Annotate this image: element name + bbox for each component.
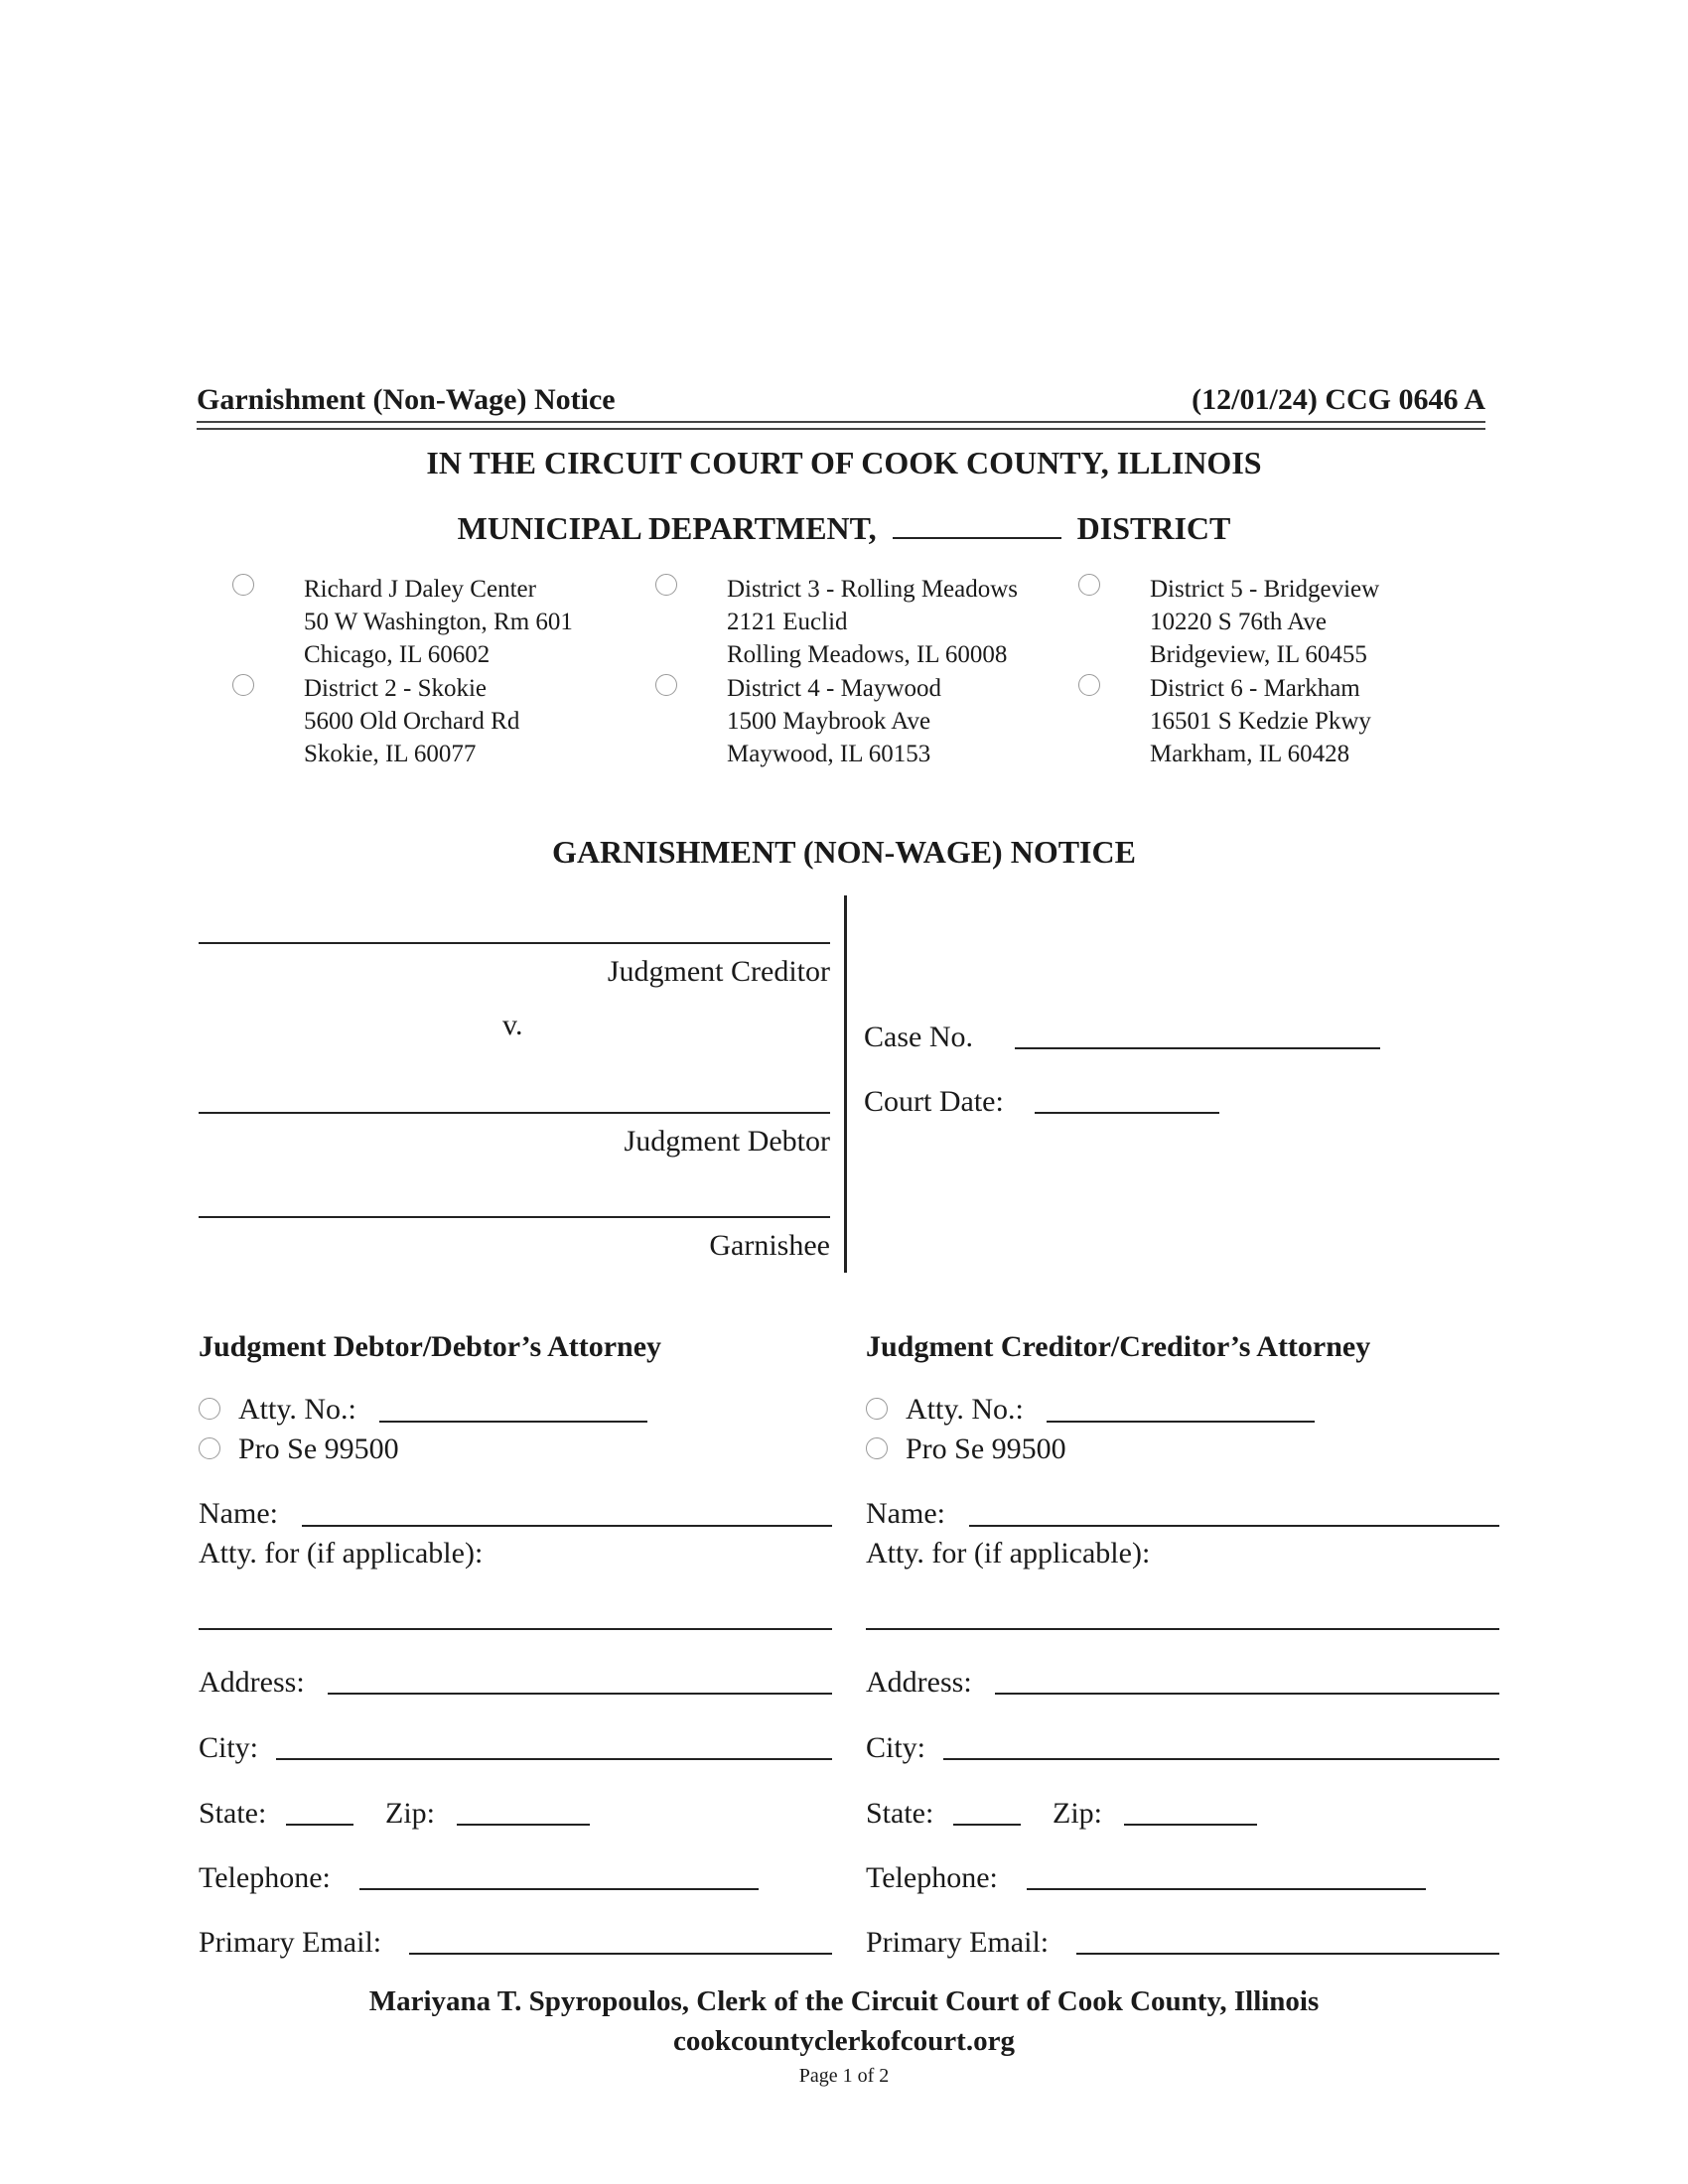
judgment-debtor-label: Judgment Debtor (624, 1125, 830, 1158)
court-title: IN THE CIRCUIT COURT OF COOK COUNTY, ILLINOIS (426, 445, 1262, 480)
garnishee-input[interactable] (199, 1216, 830, 1218)
creditor-telephone-input[interactable] (1027, 1888, 1426, 1890)
creditor-atty-for-input[interactable] (866, 1628, 1499, 1630)
case-no-label: Case No. (864, 1021, 973, 1053)
debtor-state-input[interactable] (286, 1824, 353, 1826)
debtor-pro-se-radio[interactable] (199, 1437, 220, 1459)
district-markham-address: District 6 - Markham 16501 S Kedzie Pkwy Markham, IL 60428 (1150, 675, 1371, 767)
header-rule (197, 421, 1485, 430)
district-radio-skokie[interactable] (232, 674, 254, 696)
debtor-zip-input[interactable] (457, 1824, 590, 1826)
creditor-atty-no-label: Atty. No.: (906, 1393, 1024, 1426)
creditor-pro-se-label: Pro Se 99500 (906, 1433, 1066, 1465)
footer-website[interactable]: cookcountyclerkofcourt.org (673, 2025, 1015, 2057)
debtor-state-label: State: (199, 1797, 267, 1830)
creditor-telephone-label: Telephone: (866, 1861, 998, 1894)
caption-divider (844, 895, 847, 1273)
debtor-address-label: Address: (199, 1666, 305, 1699)
district-radio-rolling-meadows[interactable] (655, 574, 677, 596)
debtor-zip-label: Zip: (385, 1797, 435, 1830)
creditor-email-label: Primary Email: (866, 1926, 1050, 1959)
creditor-state-input[interactable] (953, 1824, 1021, 1826)
creditor-attorney-heading: Judgment Creditor/Creditor’s Attorney (866, 1330, 1371, 1363)
debtor-telephone-label: Telephone: (199, 1861, 331, 1894)
district-input[interactable] (893, 511, 1061, 539)
creditor-address-input[interactable] (995, 1693, 1499, 1695)
district-bridgeview-address: District 5 - Bridgeview 10220 S 76th Ave Bridgeview, IL 60455 (1150, 576, 1380, 668)
district-daley-address: Richard J Daley Center 50 W Washington, Rm 601 Chicago, IL 60602 (304, 576, 573, 668)
debtor-atty-no-radio[interactable] (199, 1398, 220, 1420)
department-prefix: MUNICIPAL DEPARTMENT, (457, 510, 877, 546)
debtor-atty-for-input[interactable] (199, 1628, 832, 1630)
debtor-pro-se-label: Pro Se 99500 (238, 1433, 399, 1465)
district-radio-bridgeview[interactable] (1078, 574, 1100, 596)
debtor-atty-for-label: Atty. for (if applicable): (199, 1537, 484, 1570)
creditor-state-label: State: (866, 1797, 934, 1830)
debtor-email-label: Primary Email: (199, 1926, 382, 1959)
creditor-name-label: Name: (866, 1497, 945, 1530)
department-line (0, 510, 1688, 547)
page-number: Page 1 of 2 (798, 2065, 890, 2087)
debtor-address-input[interactable] (328, 1693, 832, 1695)
district-rolling-meadows-address: District 3 - Rolling Meadows 2121 Euclid Rolling Meadows, IL 60008 (727, 576, 1019, 668)
creditor-atty-for-label: Atty. for (if applicable): (866, 1537, 1151, 1570)
court-date-label: Court Date: (864, 1085, 1004, 1118)
garnishee-label: Garnishee (709, 1229, 830, 1262)
court-date-input[interactable] (1035, 1112, 1219, 1114)
creditor-zip-label: Zip: (1053, 1797, 1102, 1830)
creditor-pro-se-radio[interactable] (866, 1437, 888, 1459)
creditor-email-input[interactable] (1076, 1953, 1499, 1955)
debtor-city-label: City: (199, 1731, 259, 1764)
case-no-input[interactable] (1015, 1047, 1380, 1049)
creditor-city-input[interactable] (943, 1758, 1499, 1760)
creditor-address-label: Address: (866, 1666, 972, 1699)
debtor-city-input[interactable] (276, 1758, 832, 1760)
district-radio-maywood[interactable] (655, 674, 677, 696)
creditor-city-label: City: (866, 1731, 926, 1764)
form-code: (12/01/24) CCG 0646 A (1192, 383, 1485, 416)
judgment-creditor-input[interactable] (199, 942, 830, 944)
versus-label: v. (502, 1009, 523, 1041)
creditor-name-input[interactable] (969, 1525, 1499, 1527)
judgment-debtor-input[interactable] (199, 1112, 830, 1114)
district-radio-daley[interactable] (232, 574, 254, 596)
creditor-atty-no-radio[interactable] (866, 1398, 888, 1420)
form-title: Garnishment (Non-Wage) Notice (197, 383, 616, 416)
district-skokie-address: District 2 - Skokie 5600 Old Orchard Rd Skokie, IL 60077 (304, 675, 520, 767)
creditor-atty-no-input[interactable] (1047, 1421, 1315, 1423)
notice-title: GARNISHMENT (NON-WAGE) NOTICE (552, 834, 1136, 870)
creditor-zip-input[interactable] (1124, 1824, 1257, 1826)
department-suffix: DISTRICT (1076, 510, 1231, 546)
district-maywood-address: District 4 - Maywood 1500 Maybrook Ave Maywood, IL 60153 (727, 675, 941, 767)
debtor-atty-no-input[interactable] (379, 1421, 647, 1423)
debtor-attorney-heading: Judgment Debtor/Debtor’s Attorney (199, 1330, 662, 1363)
debtor-name-input[interactable] (302, 1525, 832, 1527)
district-radio-markham[interactable] (1078, 674, 1100, 696)
footer-clerk: Mariyana T. Spyropoulos, Clerk of the Circuit Court of Cook County, Illinois (368, 1985, 1320, 2017)
judgment-creditor-label: Judgment Creditor (607, 955, 830, 988)
debtor-name-label: Name: (199, 1497, 278, 1530)
debtor-email-input[interactable] (409, 1953, 832, 1955)
debtor-telephone-input[interactable] (359, 1888, 759, 1890)
debtor-atty-no-label: Atty. No.: (238, 1393, 356, 1426)
